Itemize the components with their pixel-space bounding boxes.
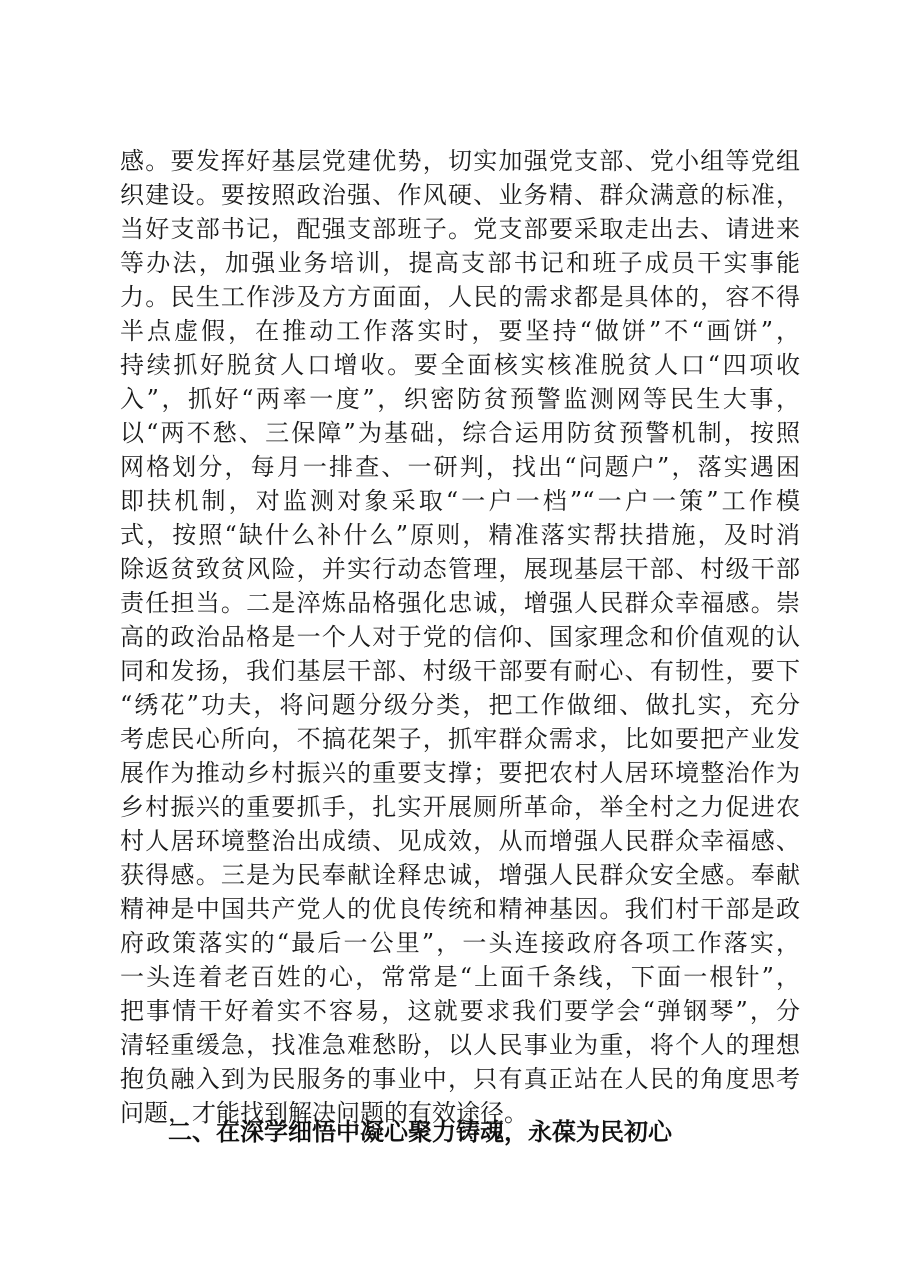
paragraph-line: 高的政治品格是一个人对于党的信仰、国家理念和价值观的认 bbox=[120, 623, 800, 651]
paragraph-line: 乡村振兴的重要抓手，扎实开展厕所革命，举全村之力促进农 bbox=[120, 793, 800, 821]
section-heading: 二、在深学细悟中凝心聚力铸魂，永葆为民初心 bbox=[168, 1118, 672, 1146]
paragraph-line: 把事情干好着实不容易，这就要求我们要学会“弹钢琴”，分 bbox=[120, 997, 800, 1025]
paragraph-line-last: 问题，才能找到解决问题的有效途径。 bbox=[120, 1099, 528, 1127]
paragraph-line: 考虑民心所向，不搞花架子，抓牢群众需求，比如要把产业发 bbox=[120, 725, 800, 753]
paragraph-line: 府政策落实的“最后一公里”，一头连接政府各项工作落实， bbox=[120, 929, 800, 957]
paragraph-line: 除返贫致贫风险，并实行动态管理，展现基层干部、村级干部 bbox=[120, 555, 800, 583]
paragraph-line: 当好支部书记，配强支部班子。党支部要采取走出去、请进来 bbox=[120, 215, 800, 243]
paragraph-line: 式，按照“缺什么补什么”原则，精准落实帮扶措施，及时消 bbox=[120, 521, 800, 549]
paragraph-line: 精神是中国共产党人的优良传统和精神基因。我们村干部是政 bbox=[120, 895, 800, 923]
paragraph-line: 半点虚假，在推动工作落实时，要坚持“做饼”不“画饼”， bbox=[120, 317, 800, 345]
paragraph-line: 获得感。三是为民奉献诠释忠诚，增强人民群众安全感。奉献 bbox=[120, 861, 800, 889]
paragraph-line: 同和发扬，我们基层干部、村级干部要有耐心、有韧性，要下 bbox=[120, 657, 800, 685]
paragraph-line: 村人居环境整治出成绩、见成效，从而增强人民群众幸福感、 bbox=[120, 827, 800, 855]
paragraph-line: 网格划分，每月一排查、一研判，找出“问题户”，落实遇困 bbox=[120, 453, 800, 481]
paragraph-line: 即扶机制，对监测对象采取“一户一档”“一户一策”工作模 bbox=[120, 487, 800, 515]
paragraph-line: 入”，抓好“两率一度”，织密防贫预警监测网等民生大事， bbox=[120, 385, 800, 413]
paragraph-line: 抱负融入到为民服务的事业中，只有真正站在人民的角度思考 bbox=[120, 1065, 800, 1093]
paragraph-line: 展作为推动乡村振兴的重要支撑；要把农村人居环境整治作为 bbox=[120, 759, 800, 787]
paragraph-line: 清轻重缓急，找准急难愁盼，以人民事业为重，将个人的理想 bbox=[120, 1031, 800, 1059]
paragraph-line: 力。民生工作涉及方方面面，人民的需求都是具体的，容不得 bbox=[120, 283, 800, 311]
paragraph-line: 责任担当。二是淬炼品格强化忠诚，增强人民群众幸福感。崇 bbox=[120, 589, 800, 617]
paragraph-line: 一头连着老百姓的心，常常是“上面千条线，下面一根针”， bbox=[120, 963, 800, 991]
paragraph-line: 持续抓好脱贫人口增收。要全面核实核准脱贫人口“四项收 bbox=[120, 351, 800, 379]
paragraph-line: 感。要发挥好基层党建优势，切实加强党支部、党小组等党组 bbox=[120, 147, 800, 175]
paragraph-line: 等办法，加强业务培训，提高支部书记和班子成员干实事能 bbox=[120, 249, 800, 277]
paragraph-line: 以“两不愁、三保障”为基础，综合运用防贫预警机制，按照 bbox=[120, 419, 800, 447]
body-paragraph bbox=[120, 144, 800, 1130]
paragraph-line: 织建设。要按照政治强、作风硬、业务精、群众满意的标准， bbox=[120, 181, 800, 209]
paragraph-line: “绣花”功夫，将问题分级分类，把工作做细、做扎实，充分 bbox=[120, 691, 800, 719]
